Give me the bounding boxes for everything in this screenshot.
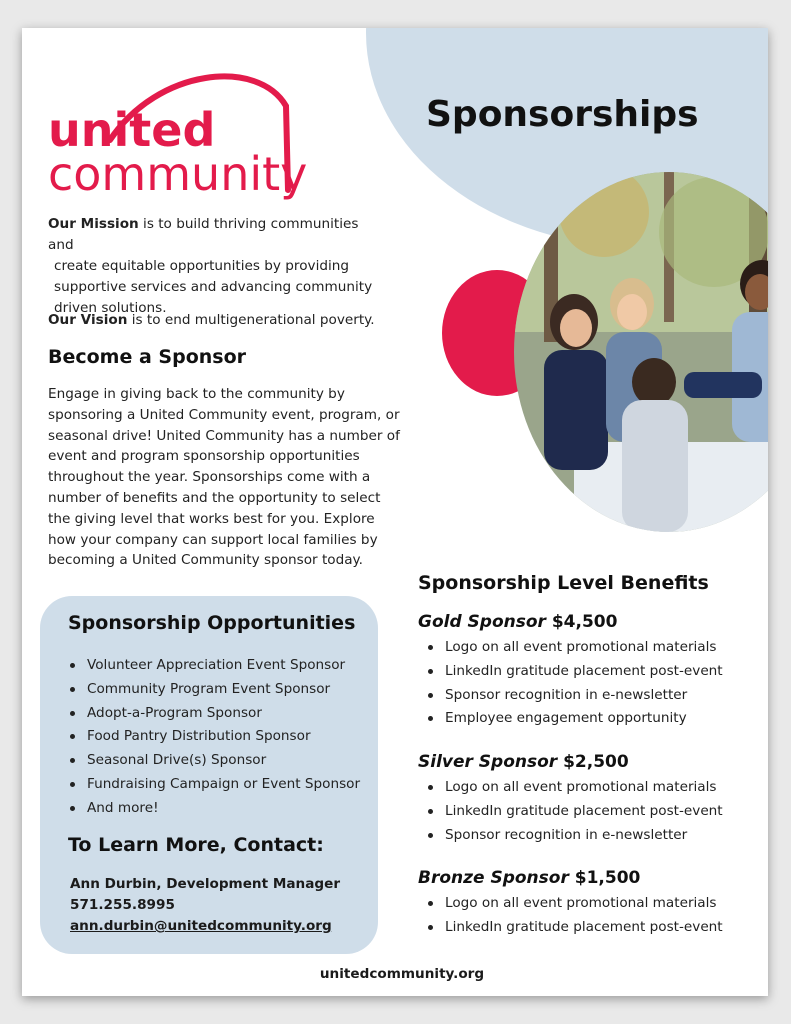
opportunities-heading: Sponsorship Opportunities	[68, 612, 356, 634]
gold-tier-title	[418, 612, 617, 632]
list-item: LinkedIn gratitude placement post-event	[428, 660, 723, 684]
list-item: LinkedIn gratitude placement post-event	[428, 916, 723, 940]
list-item: Fundraising Campaign or Event Sponsor	[70, 773, 360, 797]
contact-heading: To Learn More, Contact:	[68, 834, 324, 856]
body-line: event and program sponsorship opportunities	[48, 448, 360, 465]
body-line: the giving level that works best for you. Explore	[48, 510, 375, 527]
united-community-logo	[48, 70, 348, 204]
benefits-heading: Sponsorship Level Benefits	[418, 572, 709, 594]
become-sponsor-body	[48, 384, 404, 571]
list-item: Employee engagement opportunity	[428, 707, 723, 731]
list-item: Food Pantry Distribution Sponsor	[70, 725, 360, 749]
body-line: sponsoring a United Community event, program, or	[48, 406, 400, 423]
vision-label: Our Vision	[48, 312, 128, 328]
body-line: becoming a United Community sponsor today.	[48, 552, 363, 569]
list-item: Sponsor recognition in e-newsletter	[428, 824, 723, 848]
list-item: Volunteer Appreciation Event Sponsor	[70, 654, 360, 678]
list-item: Sponsor recognition in e-newsletter	[428, 684, 723, 708]
list-item: LinkedIn gratitude placement post-event	[428, 800, 723, 824]
page-title: Sponsorships	[426, 94, 699, 135]
mission-line-1: is to build thriving communities and	[48, 216, 359, 253]
silver-tier-title	[418, 752, 629, 772]
list-item: Community Program Event Sponsor	[70, 678, 360, 702]
mission-statement	[48, 214, 388, 319]
flyer-page	[22, 28, 768, 996]
list-item: Logo on all event promotional materials	[428, 892, 723, 916]
logo-text-line1: united	[48, 103, 216, 157]
mission-line-4: driven solutions.	[54, 300, 167, 316]
contact-info	[70, 874, 340, 937]
body-line: Engage in giving back to the community by	[48, 386, 345, 402]
silver-benefits-list	[428, 776, 723, 847]
body-line: how your company can support local families by	[48, 531, 378, 548]
bronze-benefits-list	[428, 892, 723, 940]
body-line: throughout the year. Sponsorships come with a	[48, 469, 371, 486]
gold-benefits-list	[428, 636, 723, 731]
vision-statement	[48, 310, 408, 331]
bronze-tier-title	[418, 868, 640, 888]
tier-name: Silver Sponsor	[418, 752, 558, 772]
footer-website-link[interactable]: unitedcommunity.org	[319, 966, 485, 982]
list-item: Seasonal Drive(s) Sponsor	[70, 749, 360, 773]
tier-amount: $1,500	[568, 868, 641, 888]
tier-name: Bronze Sponsor	[418, 868, 569, 888]
contact-name: Ann Durbin, Development Manager	[70, 876, 341, 892]
tier-amount: $2,500	[557, 752, 629, 772]
contact-phone[interactable]: 571.255.8995	[70, 897, 175, 913]
list-item: And more!	[70, 797, 360, 821]
mission-label: Our Mission	[48, 216, 139, 232]
opportunities-list	[70, 654, 360, 821]
become-sponsor-heading: Become a Sponsor	[48, 346, 247, 368]
tier-amount: $4,500	[545, 612, 618, 632]
vision-text: is to end multigenerational poverty.	[127, 312, 375, 328]
mission-line-2: create equitable opportunities by providing	[54, 258, 350, 274]
tier-name: Gold Sponsor	[418, 612, 546, 632]
list-item: Adopt-a-Program Sponsor	[70, 702, 360, 726]
list-item: Logo on all event promotional materials	[428, 776, 723, 800]
logo-text-line2: community	[48, 147, 308, 200]
list-item: Logo on all event promotional materials	[428, 636, 723, 660]
mission-line-3: supportive services and advancing community	[54, 279, 373, 295]
contact-email-link[interactable]: ann.durbin@unitedcommunity.org	[70, 918, 332, 934]
body-line: number of benefits and the opportunity to select	[48, 489, 381, 506]
body-line: seasonal drive! United Community has a number of	[48, 427, 400, 444]
